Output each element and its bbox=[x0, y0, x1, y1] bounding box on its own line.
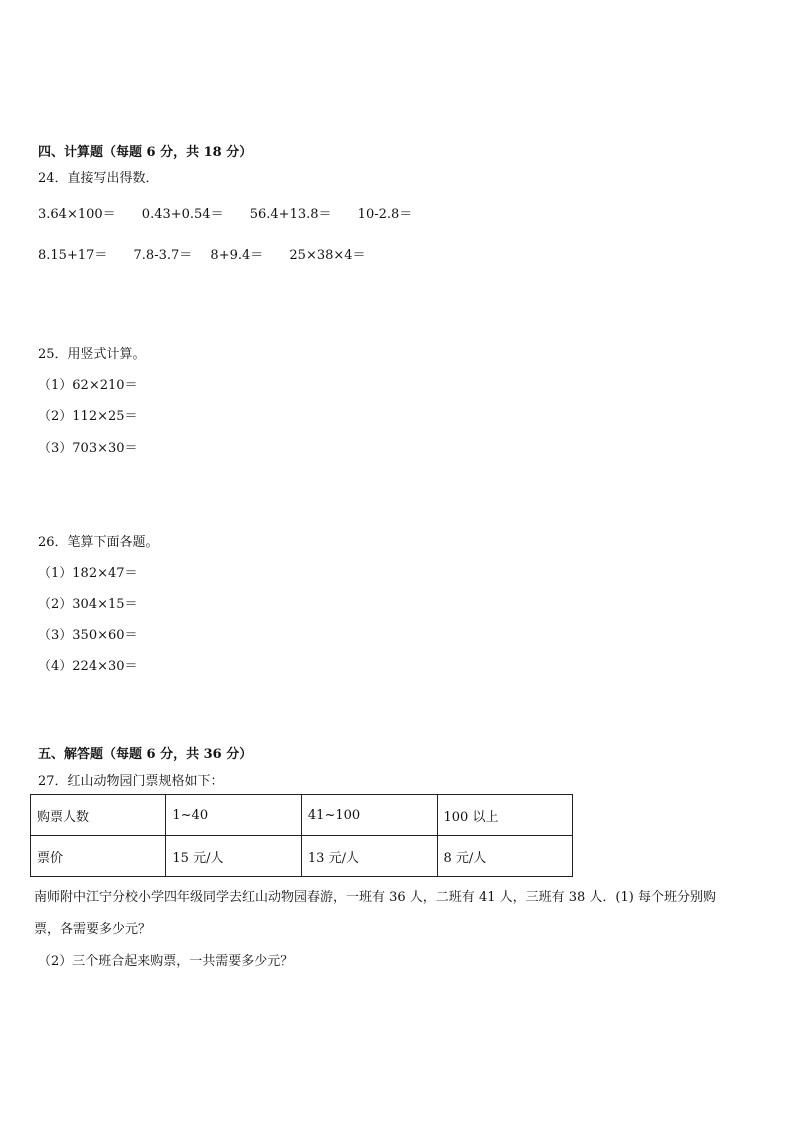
section-5-title: 五、解答题（每题 6 分，共 36 分） bbox=[38, 747, 253, 762]
ticket-price-table bbox=[30, 794, 573, 877]
calc-item: 25×38×4＝ bbox=[289, 248, 366, 263]
question-27-text-line-1: 南师附中江宁分校小学四年级同学去红山动物园春游，一班有 36 人，二班有 41 人，三班有 38 人．(1) 每个班分别购 bbox=[34, 890, 716, 905]
question-27-text-line-2: 票，各需要多少元？ bbox=[34, 922, 152, 937]
calc-item: 56.4+13.8＝ bbox=[249, 207, 332, 222]
table-cell: 13 元/人 bbox=[301, 836, 437, 877]
question-25-item-1: （1）62×210＝ bbox=[38, 378, 138, 393]
calc-item: 3.64×100＝ bbox=[38, 207, 116, 222]
question-24-prompt: 24．直接写出得数． bbox=[38, 171, 159, 186]
table-cell: 购票人数 bbox=[31, 795, 166, 836]
table-row bbox=[31, 836, 573, 877]
question-24-row-2 bbox=[38, 244, 388, 263]
table-cell: 41~100 bbox=[301, 795, 437, 836]
question-26-item-2: （2）304×15＝ bbox=[38, 597, 138, 612]
question-26-item-4: （4）224×30＝ bbox=[38, 659, 138, 674]
question-27-text-line-3: （2）三个班合起来购票，一共需要多少元？ bbox=[38, 954, 294, 969]
table-cell: 15 元/人 bbox=[166, 836, 302, 877]
question-26-item-1: （1）182×47＝ bbox=[38, 566, 138, 581]
calc-item: 8+9.4＝ bbox=[210, 248, 264, 263]
question-24-row-1 bbox=[38, 203, 434, 222]
table-cell: 1~40 bbox=[166, 795, 302, 836]
question-25-item-2: （2）112×25＝ bbox=[38, 409, 138, 424]
calc-item: 8.15+17＝ bbox=[38, 248, 108, 263]
table-cell: 100 以上 bbox=[437, 795, 572, 836]
question-26-prompt: 26．笔算下面各题。 bbox=[38, 535, 159, 550]
table-cell: 8 元/人 bbox=[437, 836, 572, 877]
question-26-item-3: （3）350×60＝ bbox=[38, 628, 138, 643]
question-25-item-3: （3）703×30＝ bbox=[38, 441, 138, 456]
table-row bbox=[31, 795, 573, 836]
question-27-prompt: 27．红山动物园门票规格如下： bbox=[38, 774, 224, 789]
calc-item: 0.43+0.54＝ bbox=[141, 207, 224, 222]
section-4-title: 四、计算题（每题 6 分，共 18 分） bbox=[38, 145, 253, 160]
calc-item: 7.8-3.7＝ bbox=[133, 248, 193, 263]
calc-item: 10-2.8＝ bbox=[357, 207, 413, 222]
question-25-prompt: 25．用竖式计算。 bbox=[38, 347, 146, 362]
table-cell: 票价 bbox=[31, 836, 166, 877]
